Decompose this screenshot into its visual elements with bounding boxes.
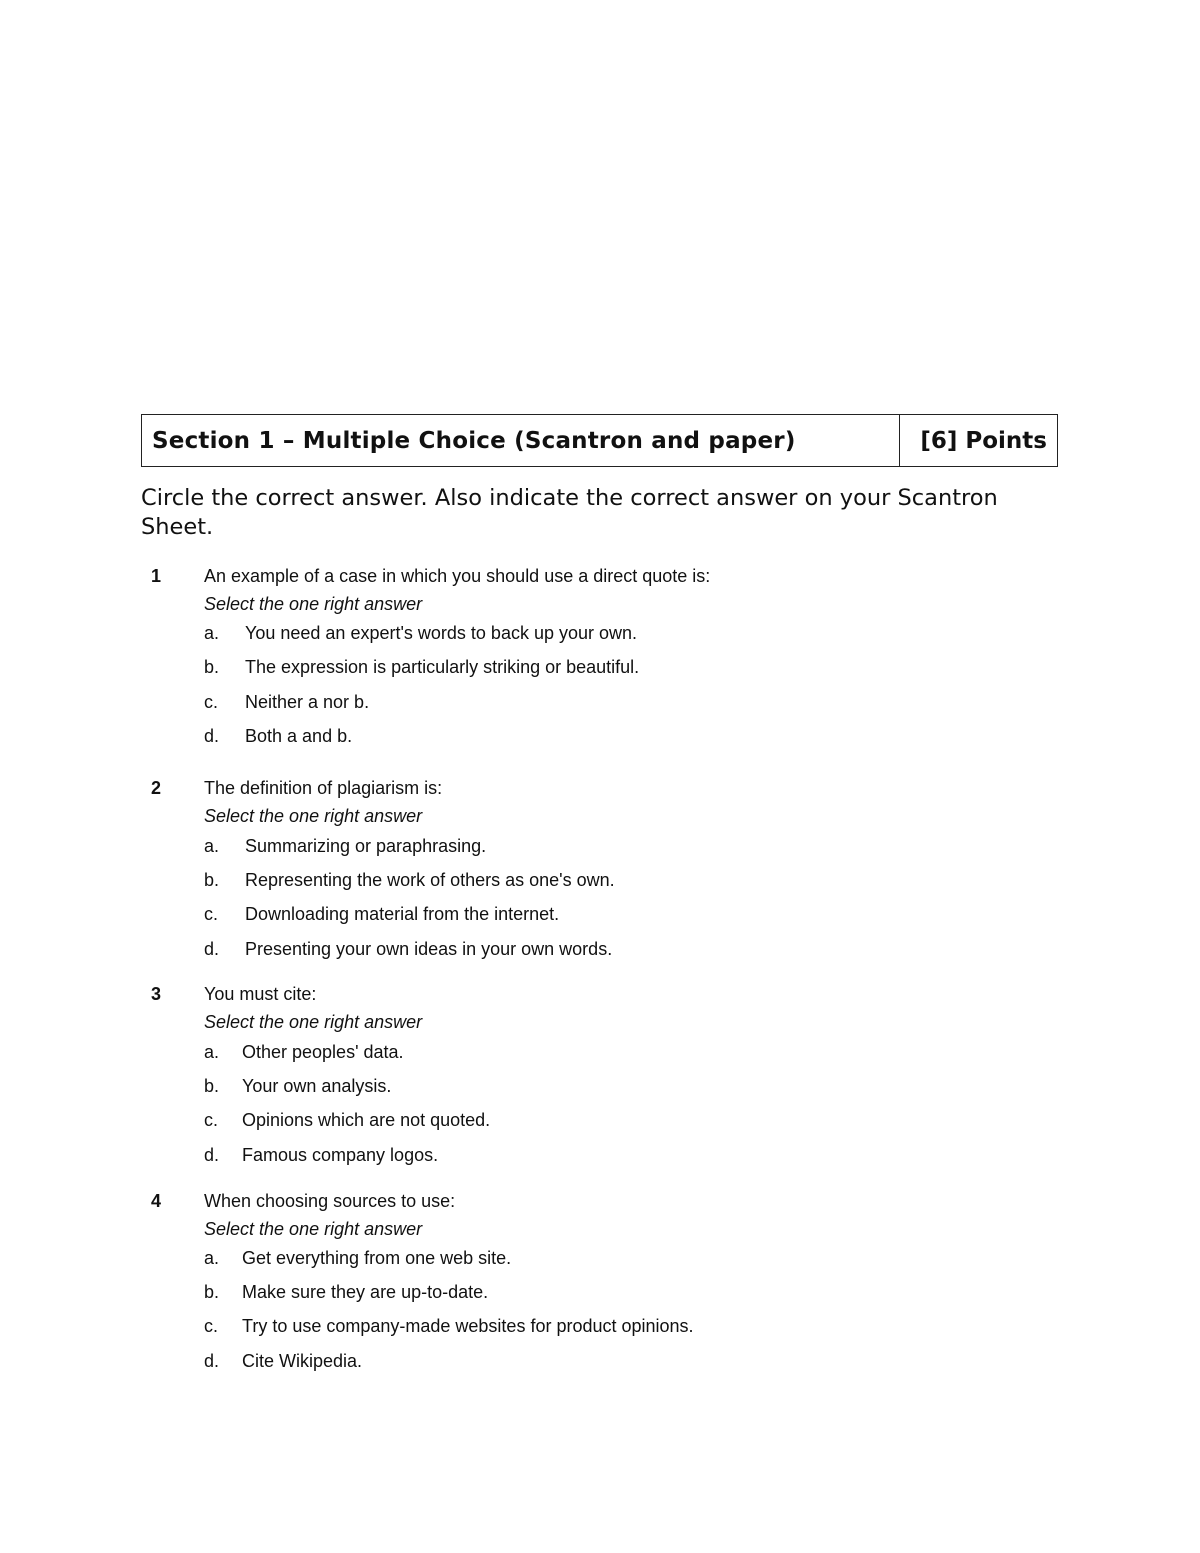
option-text: Presenting your own ideas in your own words. [245,939,613,959]
option-letter: d. [204,1351,220,1371]
question-text: The definition of plagiarism is: [204,778,443,798]
question-hint: Select the one right answer [204,806,423,826]
option-letter: b. [204,1282,220,1302]
option-text: Famous company logos. [242,1145,439,1165]
question-hint: Select the one right answer [204,1219,423,1239]
section-points: [6] Points [920,427,1047,454]
question-number: 3 [151,984,162,1004]
option-letter: c. [204,1316,219,1336]
option-text: Summarizing or paraphrasing. [245,836,487,856]
option-text: Opinions which are not quoted. [242,1110,491,1130]
option-letter: c. [204,1110,219,1130]
option-letter: b. [204,870,220,890]
question-text: When choosing sources to use: [204,1191,456,1211]
question-hint: Select the one right answer [204,1012,423,1032]
option-text: Get everything from one web site. [242,1248,512,1268]
option-letter: c. [204,904,219,924]
option-letter: d. [204,939,220,959]
option-text: Try to use company-made websites for product opinions. [242,1316,694,1336]
option-letter: c. [204,692,219,712]
option-text: Neither a nor b. [245,692,370,712]
option-text: Other peoples' data. [242,1042,404,1062]
question-number: 1 [151,566,162,586]
option-letter: a. [204,836,220,856]
section-title: Section 1 – Multiple Choice (Scantron and paper) [142,415,900,466]
option-letter: b. [204,657,220,677]
option-text: Cite Wikipedia. [242,1351,363,1371]
question-text: You must cite: [204,984,317,1004]
option-text: Both a and b. [245,726,353,746]
option-text: Make sure they are up-to-date. [242,1282,489,1302]
question-text: An example of a case in which you should use a direct quote is: [204,566,711,586]
option-letter: a. [204,1042,220,1062]
option-text: Your own analysis. [242,1076,392,1096]
section-header [141,414,1058,467]
option-letter: d. [204,1145,220,1165]
option-letter: b. [204,1076,220,1096]
question-number: 2 [151,778,162,798]
question-hint: Select the one right answer [204,594,423,614]
option-text: Downloading material from the internet. [245,904,560,924]
option-letter: d. [204,726,220,746]
option-text: You need an expert's words to back up your own. [245,623,638,643]
question-number: 4 [151,1191,162,1211]
option-letter: a. [204,623,220,643]
option-letter: a. [204,1248,220,1268]
instructions: Circle the correct answer. Also indicate the correct answer on your Scantron Sheet. [141,485,998,540]
option-text: The expression is particularly striking or beautiful. [245,657,640,677]
option-text: Representing the work of others as one's own. [245,870,615,890]
